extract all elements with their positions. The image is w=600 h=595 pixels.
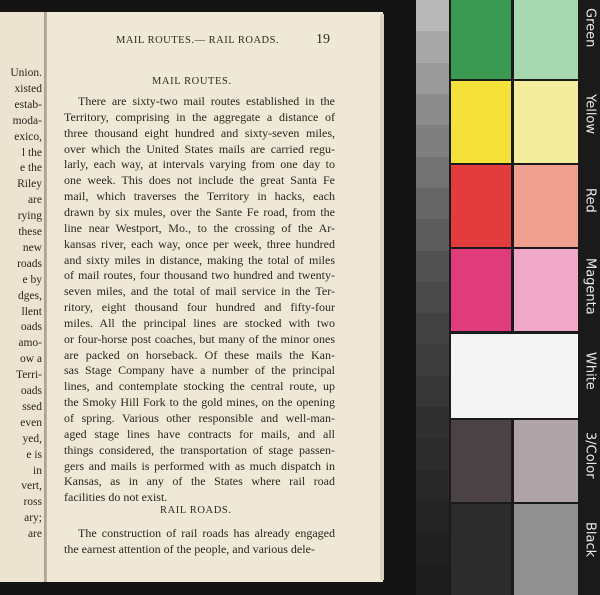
gray-step: [416, 63, 449, 95]
left-page-line: e the: [19, 162, 42, 175]
left-page-line: even: [20, 416, 42, 429]
body-text-line: The construction of rail roads has already engaged: [78, 526, 335, 540]
label-green: Green: [582, 8, 598, 48]
left-page-line: l the: [21, 146, 42, 159]
body-text-line: kansas river, each way, once per week, three hundred: [64, 236, 335, 251]
body-text-line: ritory, eight thousand four hundred and fifty-four: [64, 300, 335, 315]
gray-step: [416, 501, 449, 533]
label-black: Black: [582, 522, 598, 558]
yellow-light-patch: [514, 81, 578, 163]
gray-step: [416, 157, 449, 189]
left-page-line: ssed: [22, 400, 42, 413]
gray-step: [416, 438, 449, 470]
body-text-line: of mail routes, four thousand two hundred and twenty-: [64, 268, 335, 283]
color3-dark-patch: [451, 420, 511, 502]
section-title-mail-routes: MAIL ROUTES.: [152, 76, 232, 87]
body-text-line: and sixty miles in distance, making the total of miles: [64, 252, 335, 267]
left-page-line: ross: [23, 496, 42, 509]
body-text-line: of spring. Various other responsible and well-man-: [64, 411, 335, 425]
label-magenta: Magenta: [582, 258, 598, 315]
gray-step: [416, 94, 449, 126]
magenta-dark-patch: [451, 249, 511, 331]
left-page-line: oads: [20, 321, 42, 334]
body-text-line: are packed on horseback. Of these mails the Kan-: [64, 347, 335, 362]
gray-step: [416, 0, 449, 32]
left-page-line: moda-: [12, 114, 42, 127]
section-title-rail-roads: RAIL ROADS.: [160, 505, 232, 516]
body-text-line: miles. All the principal lines are stocked with two: [64, 315, 335, 330]
gray-step: [416, 376, 449, 408]
left-page-line: rying: [17, 210, 42, 223]
left-page-line: new: [22, 241, 42, 254]
gray-step: [416, 470, 449, 502]
left-page-line: exico,: [14, 130, 42, 143]
gray-step: [416, 313, 449, 345]
grayscale-strip: [416, 0, 449, 595]
gray-step: [416, 344, 449, 376]
body-text-line: line near Westport, Mo., to the crossing of the Ar-: [64, 220, 335, 235]
gray-step: [416, 251, 449, 283]
gray-step: [416, 407, 449, 439]
left-page-line: roads: [17, 257, 42, 270]
body-text-line: or four-horse post coaches, but many of the minor ones: [64, 331, 335, 346]
left-page-line: oads: [20, 385, 42, 397]
color3-light-patch: [514, 420, 578, 502]
left-page-line: yed,: [22, 432, 42, 445]
body-text-line: facilities do not exist.: [64, 490, 168, 505]
body-text-line: the earnest attention of the people, and various dele-: [64, 541, 315, 556]
body-text-line: Territory, comprising in the aggregate a distance of: [64, 109, 335, 124]
left-page-line: llent: [21, 305, 42, 318]
body-text-line: one week. This does not include the great Santa Fe: [64, 173, 335, 188]
left-page-line: these: [18, 226, 42, 238]
gray-step: [416, 219, 449, 251]
left-page-line: e by: [22, 273, 42, 286]
green-dark-patch: [451, 0, 511, 79]
yellow-dark-patch: [451, 81, 511, 163]
left-page-line: vert,: [21, 480, 42, 493]
body-text-line: Kansas, as in any of the States where rail road: [64, 474, 335, 489]
body-text-line: gers and mails is performed with as much dispatch in: [64, 458, 335, 473]
page-edge: [380, 14, 384, 580]
left-page-line: are: [27, 194, 42, 207]
body-text-line: seven miles, and the total of mail service in the Ter-: [64, 284, 335, 299]
body-text-line: sas Stage Company have a number of the principal: [64, 363, 335, 378]
label-red: Red: [582, 188, 598, 213]
body-text-line: mail, which traverses the Territory in hacks, each: [64, 189, 335, 204]
gray-step: [416, 282, 449, 314]
left-page-line: Terri-: [15, 369, 42, 382]
left-page: [0, 12, 46, 582]
magenta-light-patch: [514, 249, 578, 331]
gray-step: [416, 188, 449, 220]
body-text-line: things considered, the transportation of stage passen-: [64, 442, 335, 457]
left-page-line: Riley: [17, 178, 42, 191]
gray-step: [416, 125, 449, 157]
left-page-line: ow a: [19, 353, 42, 366]
green-light-patch: [514, 0, 578, 79]
left-page-line: amo-: [18, 337, 42, 350]
page-number: 19: [316, 32, 330, 47]
body-text-line: the Smoky Hill Fork to the gold mines, on the opening: [64, 395, 335, 410]
gray-step: [416, 31, 449, 63]
body-text-line: lines, and contemplate stocking the central route, up: [64, 379, 335, 394]
left-page-line: ary;: [24, 512, 42, 525]
left-page-line: xisted: [14, 82, 42, 95]
black-dark-patch: [451, 504, 511, 595]
white-patch: [451, 334, 578, 418]
body-text-line: aged stage lines have contracts for mails, and all: [64, 426, 335, 441]
gray-step: [416, 564, 449, 595]
red-dark-patch: [451, 165, 511, 247]
left-page-line: in: [33, 464, 42, 477]
red-light-patch: [514, 165, 578, 247]
label-white: White: [582, 352, 598, 390]
gray-step: [416, 532, 449, 564]
body-text-line: drawn by six mules, over the Sante Fe road, from the: [64, 204, 335, 219]
body-text-line: three thousand eight hundred and sixty-seven miles,: [64, 125, 335, 140]
black-light-patch: [514, 504, 578, 595]
body-text-line: over which the United States mails are carried regu-: [64, 141, 335, 156]
running-head: MAIL ROUTES.— RAIL ROADS.: [116, 35, 280, 46]
left-page-line: Union.: [10, 67, 42, 79]
label-3color: 3/Color: [582, 432, 598, 479]
left-page-line: are: [27, 528, 42, 541]
body-text-line: There are sixty-two mail routes established in the: [78, 94, 335, 108]
body-text-line: larly, each way, at intervals varying from one day to: [64, 157, 335, 172]
left-page-line: estab-: [14, 98, 42, 111]
label-yellow: Yellow: [582, 94, 598, 135]
left-page-line: dges,: [18, 289, 42, 302]
left-page-line: e is: [26, 448, 42, 461]
